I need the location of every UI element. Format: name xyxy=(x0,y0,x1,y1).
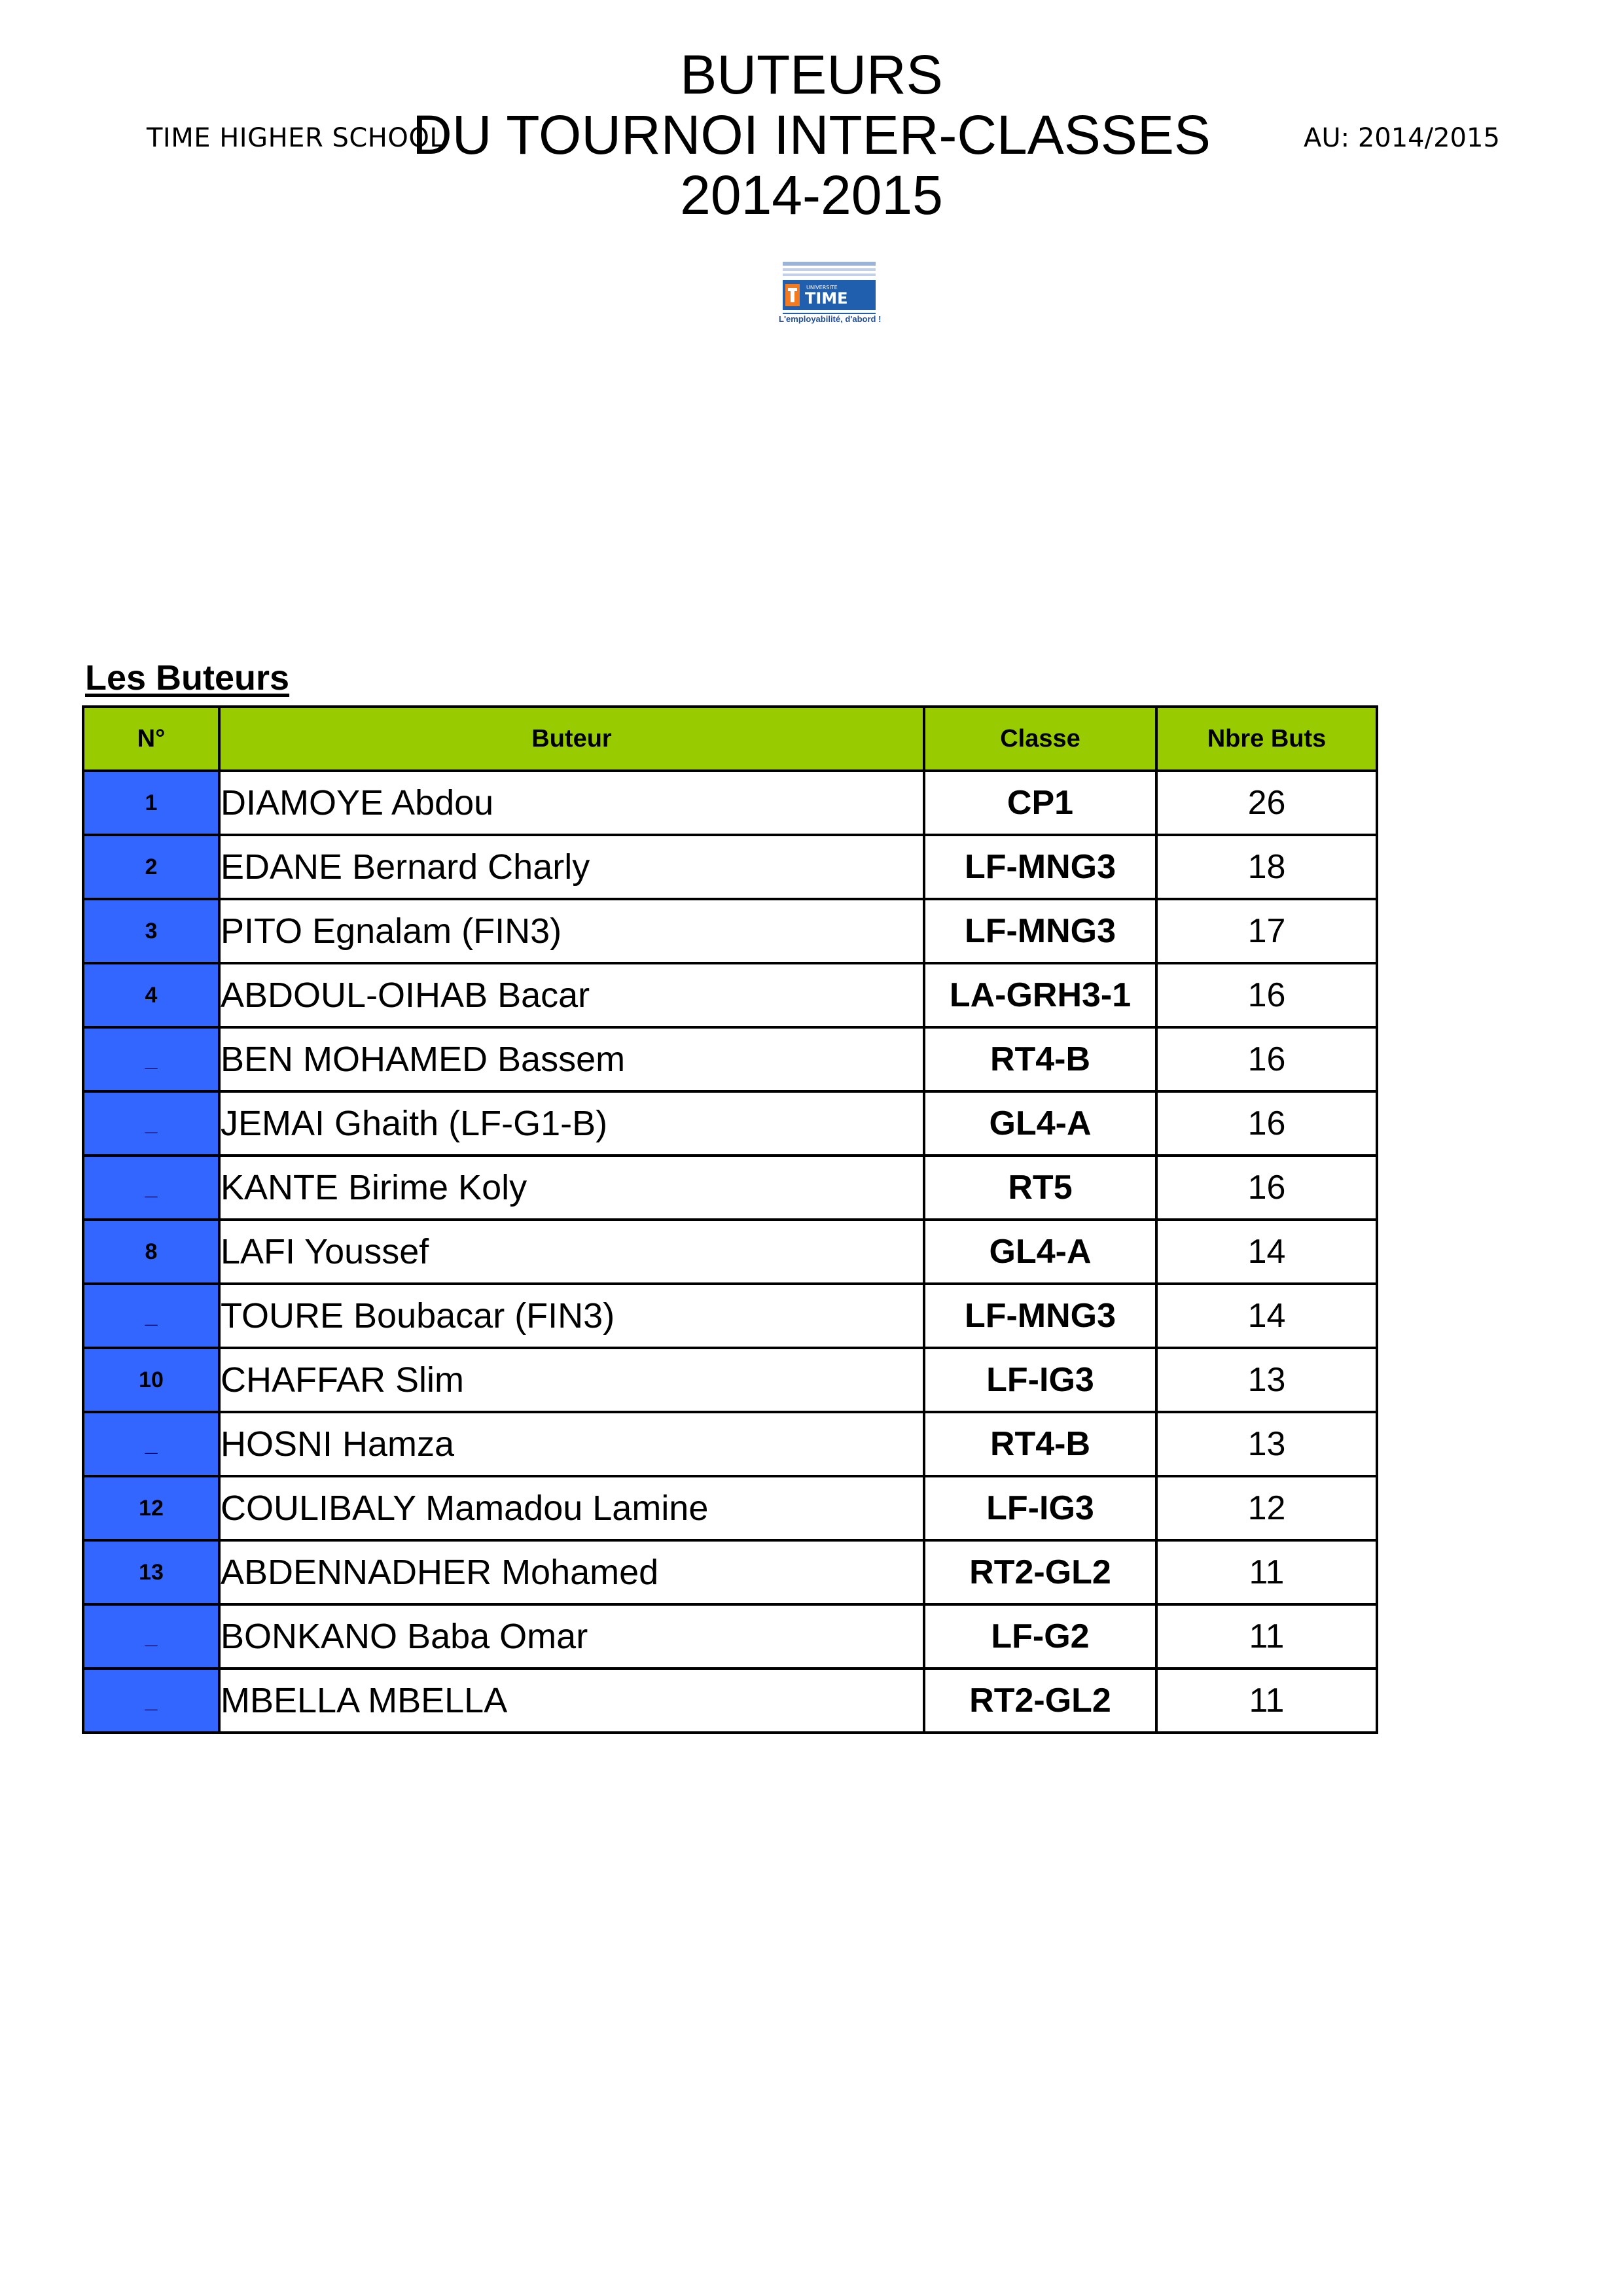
section-heading: Les Buteurs xyxy=(85,658,290,698)
table-row xyxy=(83,835,1377,899)
header-scorer: Buteur xyxy=(219,707,924,771)
goals-cell: 13 xyxy=(1156,1412,1377,1476)
scorer-name-cell: PITO Egnalam (FIN3) xyxy=(219,899,924,963)
class-cell: LF-MNG3 xyxy=(924,835,1156,899)
rank-cell: _ xyxy=(83,1412,219,1476)
class-cell: RT5 xyxy=(924,1156,1156,1220)
goals-cell: 16 xyxy=(1156,1027,1377,1091)
table-row xyxy=(83,1284,1377,1348)
table-row xyxy=(83,1476,1377,1540)
table-row xyxy=(83,1027,1377,1091)
rank-cell: 12 xyxy=(83,1476,219,1540)
scorer-name-cell: CHAFFAR Slim xyxy=(219,1348,924,1412)
rank-cell: _ xyxy=(83,1284,219,1348)
rank-cell: 1 xyxy=(83,771,219,835)
scorer-name-cell: KANTE Birime Koly xyxy=(219,1156,924,1220)
table-row xyxy=(83,1412,1377,1476)
goals-cell: 16 xyxy=(1156,1156,1377,1220)
class-cell: RT2-GL2 xyxy=(924,1540,1156,1604)
goals-cell: 26 xyxy=(1156,771,1377,835)
scorer-name-cell: MBELLA MBELLA xyxy=(219,1669,924,1733)
table-row xyxy=(83,771,1377,835)
title-line-2: DU TOURNOI INTER-CLASSES xyxy=(412,104,1211,166)
rank-cell: 13 xyxy=(83,1540,219,1604)
scorer-name-cell: HOSNI Hamza xyxy=(219,1412,924,1476)
goals-cell: 12 xyxy=(1156,1476,1377,1540)
goals-cell: 11 xyxy=(1156,1540,1377,1604)
table-header-row xyxy=(83,707,1377,771)
rank-cell: _ xyxy=(83,1156,219,1220)
rank-cell: 2 xyxy=(83,835,219,899)
goals-cell: 13 xyxy=(1156,1348,1377,1412)
class-cell: LF-MNG3 xyxy=(924,1284,1156,1348)
header-rank: N° xyxy=(83,707,219,771)
table-row xyxy=(83,1604,1377,1669)
scorer-name-cell: EDANE Bernard Charly xyxy=(219,835,924,899)
class-cell: LA-GRH3-1 xyxy=(924,963,1156,1027)
class-cell: CP1 xyxy=(924,771,1156,835)
table-row xyxy=(83,963,1377,1027)
class-cell: RT2-GL2 xyxy=(924,1669,1156,1733)
school-name: TIME HIGHER SCHOOL xyxy=(147,123,445,153)
goals-cell: 17 xyxy=(1156,899,1377,963)
title-line-1: BUTEURS xyxy=(680,44,943,105)
header-goals: Nbre Buts xyxy=(1156,707,1377,771)
title-line-3: 2014-2015 xyxy=(680,164,943,226)
table-row xyxy=(83,1220,1377,1284)
goals-cell: 16 xyxy=(1156,963,1377,1027)
logo-text: TIME xyxy=(805,289,848,308)
class-cell: LF-IG3 xyxy=(924,1348,1156,1412)
scorer-name-cell: JEMAI Ghaith (LF-G1-B) xyxy=(219,1091,924,1156)
goals-cell: 18 xyxy=(1156,835,1377,899)
table-row xyxy=(83,1669,1377,1733)
goals-cell: 11 xyxy=(1156,1604,1377,1669)
table-row xyxy=(83,1091,1377,1156)
rank-cell: 8 xyxy=(83,1220,219,1284)
goals-cell: 11 xyxy=(1156,1669,1377,1733)
scorer-name-cell: COULIBALY Mamadou Lamine xyxy=(219,1476,924,1540)
table-row xyxy=(83,1156,1377,1220)
table-row xyxy=(83,1348,1377,1412)
scorer-name-cell: ABDENNADHER Mohamed xyxy=(219,1540,924,1604)
scorer-name-cell: ABDOUL-OIHAB Bacar xyxy=(219,963,924,1027)
table-row xyxy=(83,899,1377,963)
academic-year: AU: 2014/2015 xyxy=(1304,123,1500,153)
rank-cell: _ xyxy=(83,1604,219,1669)
table-body xyxy=(83,771,1377,1733)
rank-cell: _ xyxy=(83,1669,219,1733)
class-cell: GL4-A xyxy=(924,1091,1156,1156)
scorer-name-cell: LAFI Youssef xyxy=(219,1220,924,1284)
svg-text:UNIVERSITE: UNIVERSITE xyxy=(806,285,838,291)
logo-caption: L'employabilité, d'abord ! xyxy=(779,314,882,324)
scorer-name-cell: BEN MOHAMED Bassem xyxy=(219,1027,924,1091)
scorer-name-cell: TOURE Boubacar (FIN3) xyxy=(219,1284,924,1348)
rank-cell: 10 xyxy=(83,1348,219,1412)
goals-cell: 14 xyxy=(1156,1284,1377,1348)
goals-cell: 16 xyxy=(1156,1091,1377,1156)
scorers-table xyxy=(82,705,1378,1734)
class-cell: LF-IG3 xyxy=(924,1476,1156,1540)
class-cell: RT4-B xyxy=(924,1412,1156,1476)
scorer-name-cell: BONKANO Baba Omar xyxy=(219,1604,924,1669)
rank-cell: _ xyxy=(83,1027,219,1091)
class-cell: LF-MNG3 xyxy=(924,899,1156,963)
rank-cell: _ xyxy=(83,1091,219,1156)
class-cell: RT4-B xyxy=(924,1027,1156,1091)
rank-cell: 3 xyxy=(83,899,219,963)
class-cell: GL4-A xyxy=(924,1220,1156,1284)
header-class: Classe xyxy=(924,707,1156,771)
rank-cell: 4 xyxy=(83,963,219,1027)
table-row xyxy=(83,1540,1377,1604)
class-cell: LF-G2 xyxy=(924,1604,1156,1669)
goals-cell: 14 xyxy=(1156,1220,1377,1284)
scorer-name-cell: DIAMOYE Abdou xyxy=(219,771,924,835)
